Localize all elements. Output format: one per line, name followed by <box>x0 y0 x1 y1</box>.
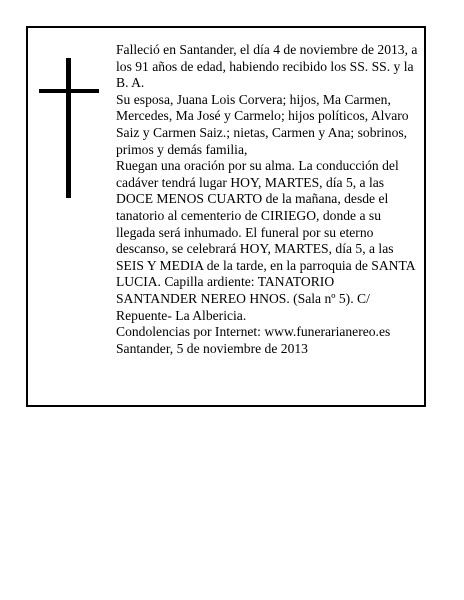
text-line: LUCIA. Capilla ardiente: TANATORIO <box>116 274 335 290</box>
text-line: Falleció en Santander, el día 4 de noviembre de 2013, a <box>116 42 418 57</box>
text-line: cadáver tendrá lugar HOY, MARTES, día 5, a las <box>116 174 385 190</box>
text-line: Santander, 5 de noviembre de 2013 <box>116 340 308 356</box>
text-line: Condolencias por Internet: www.funerarianereo.es <box>116 324 391 340</box>
text-line: Su esposa, Juana Lois Corvera; hijos, Ma Carmen, <box>116 91 391 107</box>
text-line: SEIS Y MEDIA de la tarde, en la parroquia de SANTA <box>116 257 416 273</box>
cross-icon <box>39 58 99 198</box>
obituary-text <box>116 42 422 357</box>
cross-vertical-bar <box>66 58 71 198</box>
text-line: B. A. <box>116 75 145 91</box>
text-line: primos y demás familia, <box>116 141 248 157</box>
text-line: Repuente- La Albericia. <box>116 307 247 323</box>
text-line: tanatorio al cementerio de CIRIEGO, donde a su <box>116 207 381 223</box>
text-line: Ruegan una oración por su alma. La conducción del <box>116 158 399 174</box>
text-line: Saiz y Carmen Saiz.; nietas, Carmen y Ana; sobrinos, <box>116 124 408 140</box>
text-line: descanso, se celebrará HOY, MARTES, día 5, a las <box>116 241 394 257</box>
text-line: DOCE MENOS CUARTO de la mañana, desde el <box>116 191 389 207</box>
text-line: los 91 años de edad, habiendo recibido los SS. SS. y la <box>116 58 414 74</box>
text-line: Mercedes, Ma José y Carmelo; hijos políticos, Alvaro <box>116 108 409 124</box>
cross-horizontal-bar <box>39 89 99 93</box>
text-line: SANTANDER NEREO HNOS. (Sala nº 5). C/ <box>116 290 370 306</box>
obituary-notice <box>26 26 426 407</box>
text-line: llegada será inhumado. El funeral por su eterno <box>116 224 374 240</box>
